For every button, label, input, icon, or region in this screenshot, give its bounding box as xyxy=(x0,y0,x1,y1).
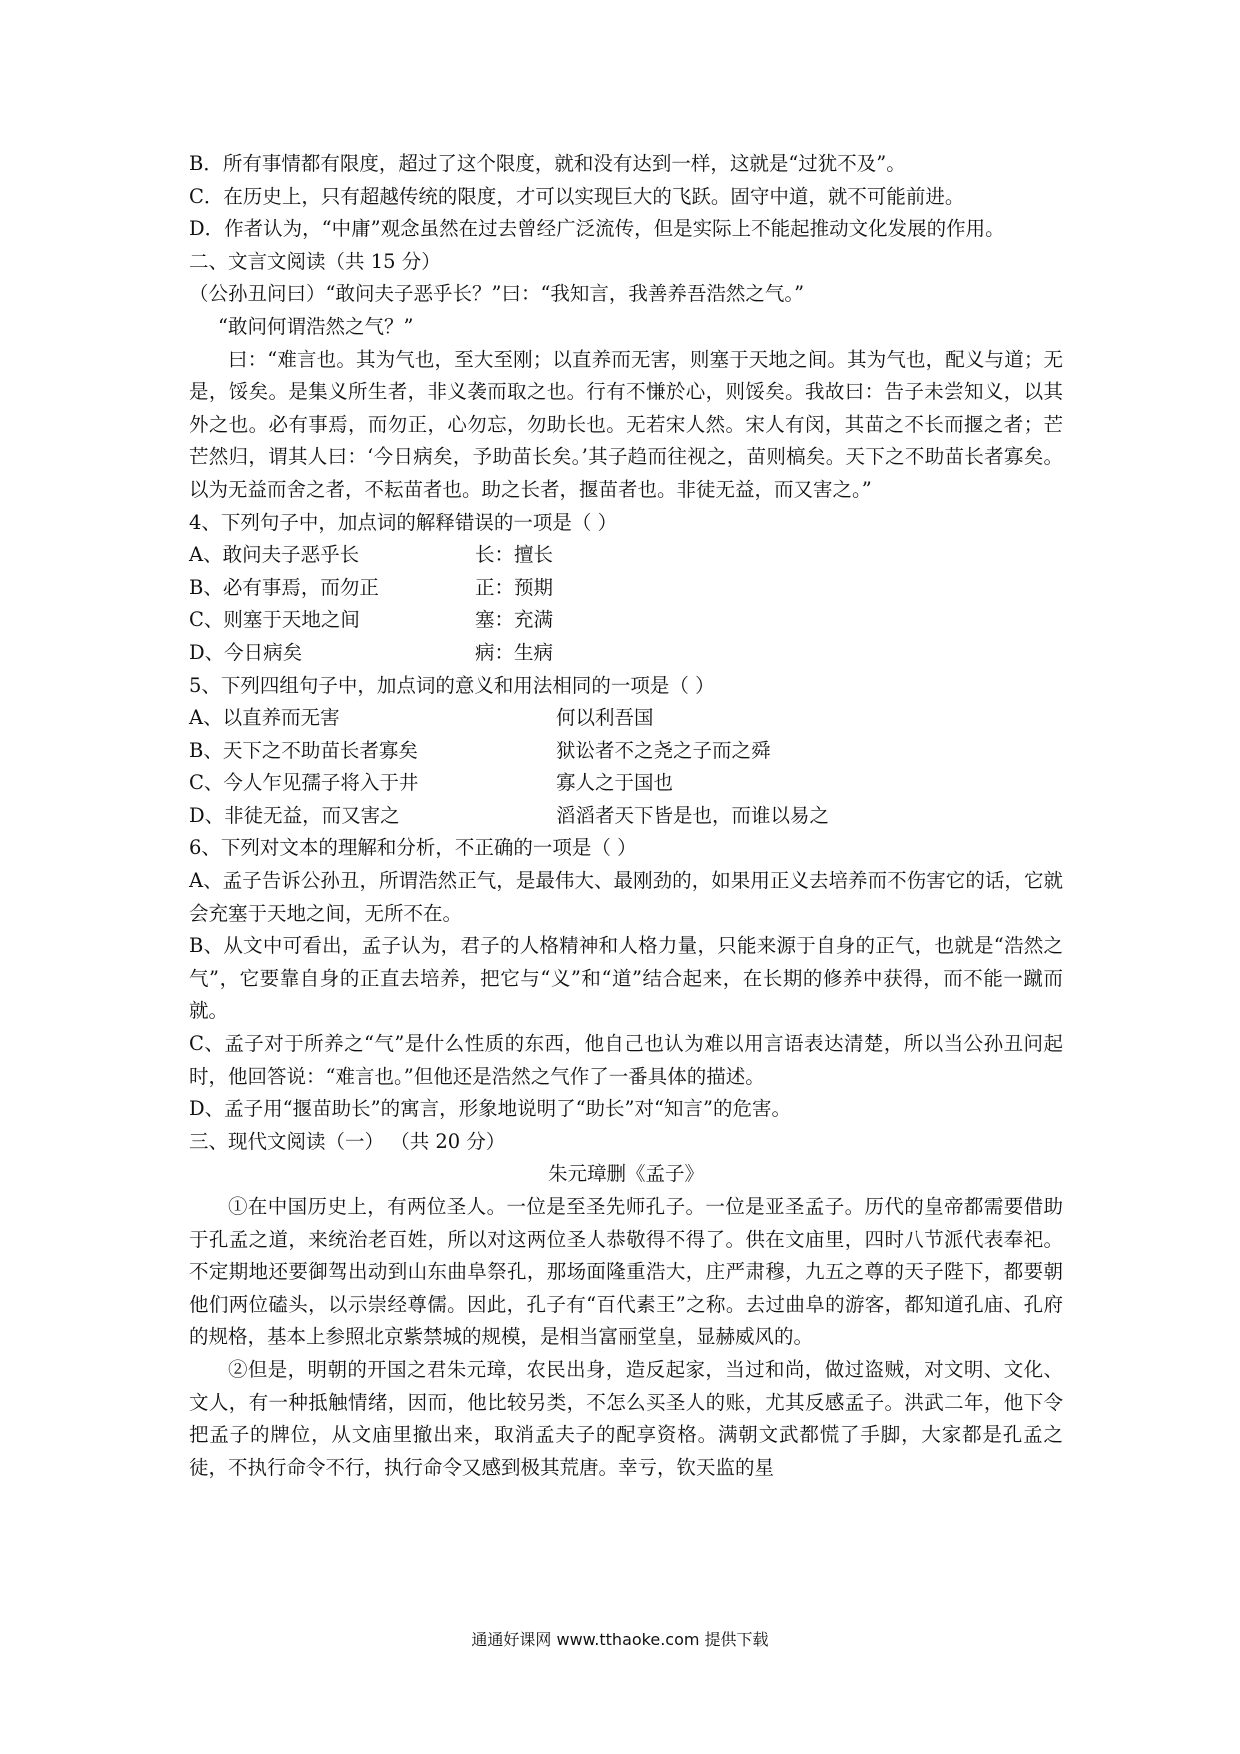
classical-text-line-1: （公孙丑问曰）“敢问夫子恶乎长？”曰：“我知言，我善养吾浩然之气。” xyxy=(189,282,805,306)
option-row xyxy=(189,702,1063,735)
question-4: 4、下列句子中，加点词的解释错误的一项是（ ） xyxy=(189,510,618,534)
option-row xyxy=(189,767,1063,800)
article-paragraph-2: ②但是，明朝的开国之君朱元璋，农民出身，造反起家，当过和尚，做过盗贼，对文明、文化、文人，有一种抵触情绪，因而，他比较另类，不怎么买圣人的账，尤其反感孟子。洪武二年，他下令把孟子的牌位，从文庙里撤出来，取消孟夫子的配享资格。满朝文武都慌了手脚，大家都是孔孟之徒，不执行命令不行，执行命令又感到极其荒唐。幸亏，钦天监的星 xyxy=(189,1357,1063,1479)
question-6-option-b: B、从文中可看出，孟子认为，君子的人格精神和人格力量，只能来源于自身的正气，也就是“浩然之气”，它要靠自身的正直去培养，把它与“义”和“道”结合起来，在长期的修养中获得，而不能一蹴而就。 xyxy=(189,934,1063,1023)
page-footer: 通通好课网 www.tthaoke.com 提供下载 xyxy=(471,1630,769,1649)
option-sentence: B、天下之不助苗长者寡矣 xyxy=(189,738,418,762)
option-sentence: D、今日病矣 xyxy=(189,640,303,664)
option-explanation: 塞：充满 xyxy=(475,608,554,632)
question-4-options xyxy=(189,539,1063,669)
option-row xyxy=(189,637,1063,670)
question-5-options xyxy=(189,702,1063,832)
option-row xyxy=(189,539,1063,572)
option-row xyxy=(189,735,1063,768)
q3-option-b: B．所有事情都有限度，超过了这个限度，就和没有达到一样，这就是“过犹不及”。 xyxy=(189,152,906,175)
option-explanation: 长：擅长 xyxy=(475,543,554,567)
question-6-option-a: A、孟子告诉公孙丑，所谓浩然正气，是最伟大、最刚劲的，如果用正义去培养而不伤害它的话，它就会充塞于天地之间，无所不在。 xyxy=(189,869,1063,925)
classical-text-line-2: “敢问何谓浩然之气？” xyxy=(218,314,414,338)
option-sentence: C、今人乍见孺子将入于井 xyxy=(189,771,419,795)
option-row xyxy=(189,572,1063,605)
q3-option-c: C．在历史上，只有超越传统的限度，才可以实现巨大的飞跃。固守中道，就不可能前进。 xyxy=(189,184,965,208)
option-row xyxy=(189,800,1063,833)
article-title: 朱元璋删《孟子》 xyxy=(547,1162,704,1186)
option-sentence: A、以直养而无害 xyxy=(189,706,340,730)
question-6-option-c: C、孟子对于所养之“气”是什么性质的东西，他自己也认为难以用言语表达清楚，所以当公孙丑问起时，他回答说：“难言也。”但他还是浩然之气作了一番具体的描述。 xyxy=(189,1032,1063,1088)
question-5: 5、下列四组句子中，加点词的意义和用法相同的一项是（ ） xyxy=(189,673,715,697)
option-explanation: 狱讼者不之尧之子而之舜 xyxy=(556,738,771,762)
option-sentence: B、必有事焉，而勿正 xyxy=(189,575,379,599)
option-sentence: D、非徒无益，而又害之 xyxy=(189,803,400,827)
option-explanation: 正：预期 xyxy=(475,575,554,599)
option-explanation: 滔滔者天下皆是也，而谁以易之 xyxy=(556,803,830,827)
document-page xyxy=(189,148,1063,1484)
q3-option-d: D．作者认为，“中庸”观念虽然在过去曾经广泛流传，但是实际上不能起推动文化发展的作用。 xyxy=(189,217,1005,241)
option-explanation: 病：生病 xyxy=(475,640,554,664)
question-6: 6、下列对文本的理解和分析，不正确的一项是（ ） xyxy=(189,836,637,860)
article-paragraph-1: ①在中国历史上，有两位圣人。一位是至圣先师孔子。一位是亚圣孟子。历代的皇帝都需要借助于孔孟之道，来统治老百姓，所以对这两位圣人恭敬得不得了。供在文庙里，四时八节派代表奉祀。不定期地还要御驾出动到山东曲阜祭孔，那场面隆重浩大，庄严肃穆，九五之尊的天子陛下，都要朝他们两位磕头，以示崇经尊儒。因此，孔子有“百代素王”之称。去过曲阜的游客，都知道孔庙、孔府的规格，基本上参照北京紫禁城的规模，是相当富丽堂皇，显赫威风的。 xyxy=(189,1195,1063,1349)
section-3-heading: 三、现代文阅读（一） （共 20 分） xyxy=(189,1129,506,1153)
option-explanation: 何以利吾国 xyxy=(556,706,654,730)
option-sentence: A、敢问夫子恶乎长 xyxy=(189,543,360,567)
section-2-heading: 二、文言文阅读（共 15 分） xyxy=(189,249,441,273)
option-row xyxy=(189,604,1063,637)
question-6-option-d: D、孟子用“揠苗助长”的寓言，形象地说明了“助长”对“知言”的危害。 xyxy=(189,1097,791,1121)
option-explanation: 寡人之于国也 xyxy=(556,771,674,795)
classical-text-paragraph: 曰：“难言也。其为气也，至大至刚；以直养而无害，则塞于天地之间。其为气也，配义与道；无是，馁矣。是集义所生者，非义袭而取之也。行有不慊於心，则馁矣。我故曰：告子未尝知义，以其外之也。必有事焉，而勿正，心勿忘，勿助长也。无若宋人然。宋人有闵，其苗之不长而揠之者；芒芒然归，谓其人曰：‘今日病矣，予助苗长矣。’其子趋而往视之，苗则槁矣。天下之不助苗长者寡矣。以为无益而舍之者，不耘苗者也。助之长者，揠苗者也。非徒无益，而又害之。” xyxy=(189,347,1063,501)
option-sentence: C、则塞于天地之间 xyxy=(189,608,360,632)
